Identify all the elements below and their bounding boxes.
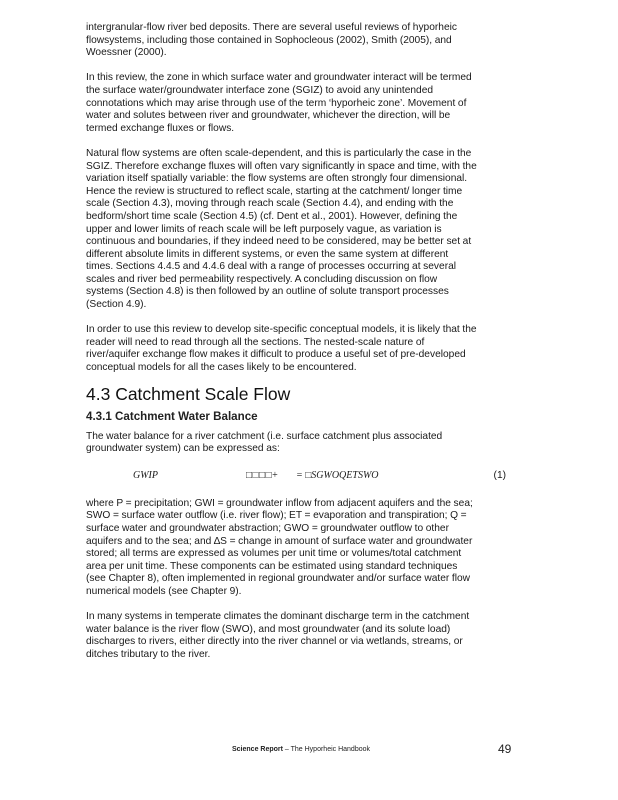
text-line: surface water and groundwater abstraction; GWO = groundwater outflow to other — [86, 523, 449, 534]
text-line: numerical models (see Chapter 9). — [86, 585, 242, 597]
text-line: bedform/short time scale (Section 4.5) (cf. Dent et al., 2001). However, defining the — [86, 210, 458, 222]
water-balance-equation — [86, 466, 518, 488]
section-heading: 4.3 Catchment Scale Flow — [86, 383, 291, 404]
text-line: scales and river bed permeability respectively. A concluding discussion on flow — [86, 273, 438, 285]
text-line: The water balance for a river catchment (i.e. surface catchment plus associated — [86, 430, 443, 442]
page-footer — [0, 742, 618, 760]
equation-rhs: = □SGWOQETSWO — [296, 469, 379, 481]
paragraph-term-definitions — [86, 498, 518, 599]
subsection-heading: 4.3.1 Catchment Water Balance — [86, 409, 258, 423]
text-line: connotations which may arise through use of the term ‘hyporheic zone’. Movement of — [86, 97, 467, 109]
page-number: 49 — [498, 742, 512, 756]
text-line: stored; all terms are expressed as volumes per unit time or volumes/total catchment — [86, 548, 462, 560]
text-line: Hence the review is structured to reflect scale, starting at the catchment/ longer time — [86, 185, 463, 197]
text-line: where P = precipitation; GWI = groundwater inflow from adjacent aquifers and the sea; — [86, 497, 473, 509]
text-line: conceptual models for all the cases likely to be encountered. — [86, 362, 357, 374]
text-line: times. Sections 4.4.5 and 4.4.6 deal with a range of processes occurring at several — [86, 261, 457, 273]
text-line: aquifers and to the sea; and ∆S = change in amount of surface water and groundwater — [86, 535, 473, 547]
text-line: area per unit time. These components can be estimated using standard techniques — [86, 560, 458, 572]
text-line: variation itself spatially variable: the flow systems are often strongly four dimensional. — [86, 173, 468, 185]
text-line: flowsystems, including those contained in Sophocleous (2002), Smith (2005), and — [86, 34, 452, 46]
text-line: water balance is the river flow (SWO), and most groundwater (and its solute load) — [86, 623, 451, 635]
document-page — [86, 22, 518, 662]
text-line: reader will need to read through all the sections. The nested-scale nature of — [86, 336, 425, 348]
paragraph-scale-dependence — [86, 148, 518, 312]
text-line: (Section 4.9). — [86, 299, 147, 311]
text-line: intergranular-flow river bed deposits. There are several useful reviews of hyporheic — [86, 22, 457, 33]
text-line: groundwater system) can be expressed as: — [86, 443, 280, 455]
paragraph-sgiz-definition — [86, 72, 518, 135]
paragraph-water-balance-intro — [86, 431, 518, 456]
text-line: different absolute limits in different systems, or even the same system at different — [86, 248, 449, 260]
text-line: upper and lower limits of reach scale will be left purposely vague, as variation is — [86, 223, 442, 235]
text-line: discharges to rivers, either directly into the river channel or via wetlands, streams, or — [86, 636, 463, 648]
text-line: scale (Section 4.3), moving through reach scale (Section 4.4), and ending with the — [86, 198, 454, 210]
text-line: termed exchange fluxes or flows. — [86, 122, 235, 134]
text-line: systems (Section 4.8) is then followed by an outline of solute transport processes — [86, 286, 449, 298]
text-line: Natural flow systems are often scale-dependent, and this is particularly the case in the — [86, 147, 472, 159]
text-line: water and solutes between river and groundwater, whichever the direction, will be — [86, 110, 451, 122]
text-line: (see Chapter 8), often implemented in regional groundwater and/or surface water flow — [86, 573, 470, 585]
text-line: In this review, the zone in which surface water and groundwater interact will be termed — [86, 72, 472, 84]
text-line: Woessner (2000). — [86, 47, 167, 59]
footer-handbook-name: – The Hyporheic Handbook — [282, 746, 371, 753]
equation-number: (1) — [493, 469, 506, 481]
text-line: In order to use this review to develop site-specific conceptual models, it is likely that the — [86, 324, 477, 336]
text-line: the surface water/groundwater interface zone (SGIZ) to avoid any unintended — [86, 84, 434, 96]
footer-report-title — [232, 746, 370, 753]
text-line: continuous and boundaries, if they indeed need to be considered, may be better set at — [86, 236, 472, 248]
text-line: ditches tributary to the river. — [86, 648, 211, 660]
paragraph-temperate-climates — [86, 611, 518, 661]
text-line: river/aquifer exchange flow makes it difficult to produce a useful set of pre-developed — [86, 349, 466, 361]
text-line: In many systems in temperate climates the dominant discharge term in the catchment — [86, 611, 470, 623]
equation-lhs: GWIP — [133, 469, 158, 481]
equation-operators: □□□□+ — [246, 469, 279, 481]
text-line: SWO = surface water outflow (i.e. river flow); ET = evaporation and transpiration; Q = — [86, 510, 467, 522]
paragraph-hyporheic-reviews — [86, 22, 518, 60]
text-line: SGIZ. Therefore exchange fluxes will often vary significantly in space and time, with the — [86, 160, 477, 172]
paragraph-conceptual-models — [86, 324, 518, 374]
footer-report-name: Science Report — [232, 746, 283, 753]
